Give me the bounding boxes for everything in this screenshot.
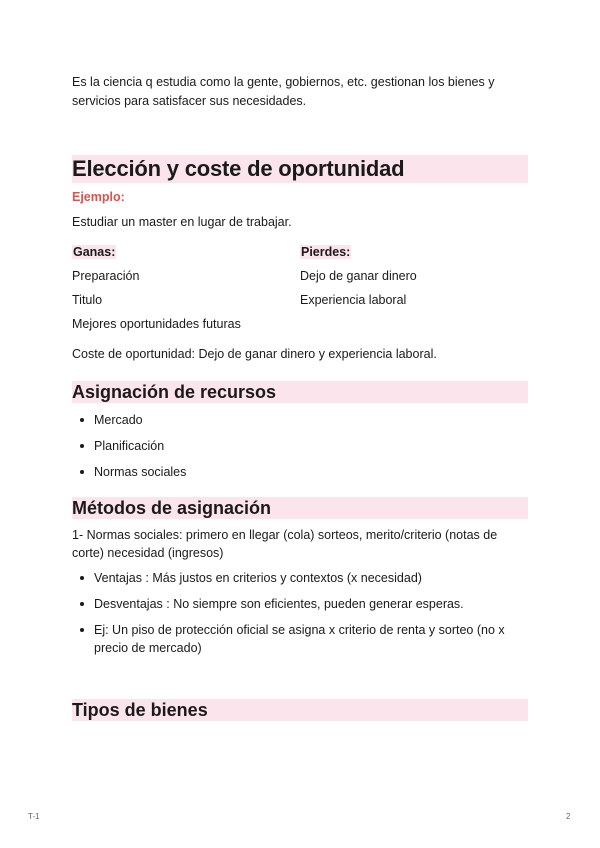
section-heading-choice-opportunity-cost: Elección y coste de oportunidad (72, 155, 528, 183)
list-item: Desventajas : No siempre son eficientes, pueden generar esperas. (72, 595, 528, 613)
losses-label-text: Pierdes: (301, 245, 351, 259)
gains-label-text: Ganas: (73, 245, 116, 259)
list-item: Planificación (72, 437, 528, 455)
resource-allocation-list (72, 411, 528, 481)
list-item: Normas sociales (72, 463, 528, 481)
list-item: Ventajas : Más justos en criterios y contextos (x necesidad) (72, 569, 528, 587)
gain-item: Mejores oportunidades futuras (72, 317, 241, 331)
footer-left: T-1 (28, 812, 40, 821)
section-heading-allocation-methods: Métodos de asignación (72, 497, 528, 519)
allocation-methods-intro: 1- Normas sociales: primero en llegar (cola) sorteos, merito/criterio (notas de corte) necesidad (ingresos) (72, 528, 498, 560)
example-label: Ejemplo: (72, 190, 125, 204)
gain-item: Preparación (72, 269, 140, 283)
section-heading-resource-allocation: Asignación de recursos (72, 381, 528, 403)
loss-item: Dejo de ganar dinero (300, 269, 417, 283)
opportunity-cost-summary: Coste de oportunidad: Dejo de ganar dinero y experiencia laboral. (72, 347, 437, 361)
list-item: Ej: Un piso de protección oficial se asigna x criterio de renta y sorteo (no x precio de mercado) (72, 621, 528, 657)
allocation-methods-list (72, 569, 528, 657)
gain-item: Titulo (72, 293, 103, 307)
section-heading-types-of-goods: Tipos de bienes (72, 699, 528, 721)
page-number: 2 (566, 812, 571, 821)
loss-item: Experiencia laboral (300, 293, 407, 307)
gains-label (72, 243, 116, 261)
example-text: Estudiar un master en lugar de trabajar. (72, 215, 292, 229)
intro-paragraph: Es la ciencia q estudia como la gente, gobiernos, etc. gestionan los bienes y servicios para satisfacer sus necesidades. (72, 75, 495, 108)
losses-label (300, 243, 351, 261)
list-item: Mercado (72, 411, 528, 429)
